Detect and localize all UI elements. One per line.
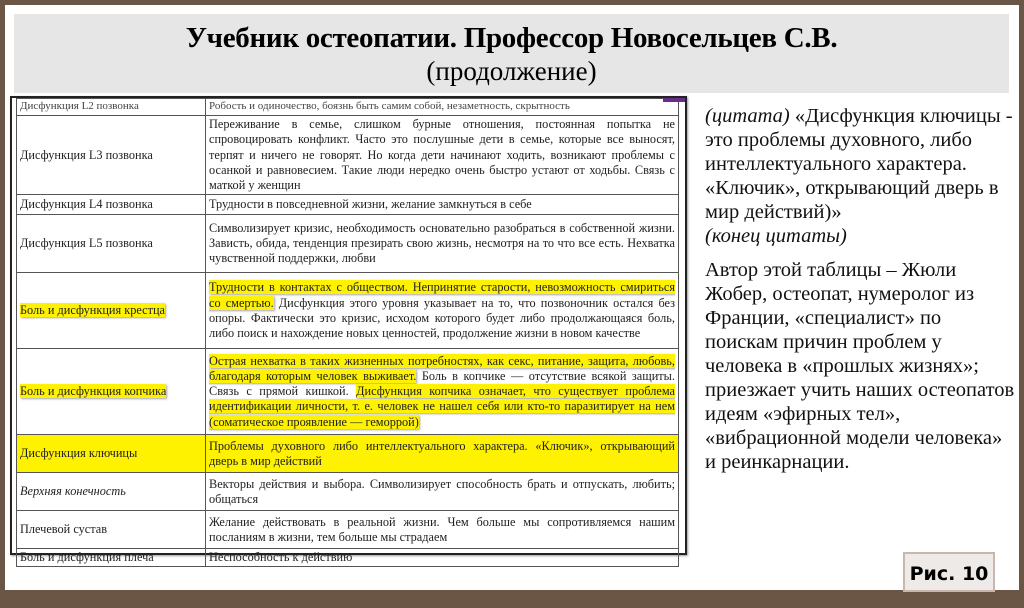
figure-label: Рис. 10 xyxy=(903,552,995,592)
table-screenshot xyxy=(10,96,687,565)
row-name: Дисфункция L3 позвонка xyxy=(17,116,206,195)
row-desc: Трудности в повседневной жизни, желание замкнуться в себе xyxy=(206,195,679,215)
row-desc: Робость и одиночество, боязнь быть самим собой, незаметность, скрытность xyxy=(206,99,679,116)
accent-bar xyxy=(663,98,685,102)
row-name: Дисфункция L5 позвонка xyxy=(17,215,206,273)
table-row xyxy=(17,473,679,511)
row-name: Боль и дисфункция копчика xyxy=(20,384,167,399)
slide-title: Учебник остеопатии. Профессор Новосельцев С.В. xyxy=(185,22,838,54)
row-name: Дисфункция ключицы xyxy=(17,435,206,473)
row-name: Плечевой сустав xyxy=(17,511,206,549)
table-row xyxy=(17,99,679,116)
slide-subtitle: (продолжение) xyxy=(426,56,597,86)
row-desc: Желание действовать в реальной жизни. Чем больше мы сопротивляемся нашим посланиям в жизни, тем больше мы страдаем xyxy=(206,511,679,549)
row-desc: Неспособность к действию xyxy=(206,549,679,567)
row-desc xyxy=(206,273,679,349)
author-paragraph: Автор этой таблицы – Жюли Жобер, остеопат, нумеролог из Франции, «специалист» по поискам причин проблем у человека в «прошлых жизнях»; приезжает учить наших остеопатов идеям «эфирных тел», «вибрационной модели человека» и реинкарнации. xyxy=(705,259,1015,473)
row-name-cell xyxy=(17,273,206,349)
quote-text: «Дисфункция ключицы - это проблемы духовного, либо интеллектуального характера. «Ключик», открывающий дверь в мир действий)» xyxy=(705,105,1013,223)
desc-plain: Дисфункция этого уровня указывает на то, что позвоночник остался без опоры. Фактически это кризис, исходом которого будет либо продолжающаяся боль, либо поиск и нахождение новых ценностей, продолжение жизни в новом качестве xyxy=(209,295,676,340)
desc-highlight: Дисфункция копчика означает, что существует проблема идентификации личности, т. е. человек не нашел себя или кто-то паразитирует на нем (соматическое проявление — геморрой) xyxy=(209,384,676,429)
row-name: Боль и дисфункция плеча xyxy=(17,549,206,567)
row-name: Верхняя конечность xyxy=(17,473,206,511)
row-desc: Переживание в семье, слишком бурные отношения, постоянная попытка не спровоцировать конфликт. Часто это послушные дети в семье, которые все выносят, терпят и ничего не говорят. Но когда дети начинают ходить, возникают проблемы с осанкой и равновесием. Такие люди нередко очень быстро устают от ходьбы. Связь с маткой у женщин xyxy=(206,116,679,195)
quote-close-tag: (конец цитаты) xyxy=(705,225,847,247)
row-name: Боль и дисфункция крестца xyxy=(20,303,165,318)
desc-highlight: Трудности в контактах с обществом. Непринятие старости, невозможность смириться со смертью. xyxy=(209,280,675,310)
row-desc: Символизирует кризис, необходимость основательно разобраться в собственной жизни. Зависть, обида, тенденция презирать свою жизнь, несмотря на то что все есть. Нехватка чувственной поддержки, любви xyxy=(206,215,679,273)
symptom-table xyxy=(16,98,679,567)
table-row xyxy=(17,273,679,349)
table-row-highlighted xyxy=(17,435,679,473)
table-row xyxy=(17,116,679,195)
row-desc: Проблемы духовного либо интеллектуального характера. «Ключик», открывающий дверь в мир действий xyxy=(206,435,679,473)
commentary xyxy=(705,104,1015,474)
desc-highlight: Острая нехватка в таких жизненных потребностях, как секс, питание, защита, любовь, благодаря которым человек выживает. xyxy=(209,353,675,383)
quote-open-tag: (цитата) xyxy=(705,105,790,127)
title-bar xyxy=(14,14,1009,93)
table-row xyxy=(17,349,679,435)
table-row xyxy=(17,215,679,273)
row-name-cell xyxy=(17,349,206,435)
table-row xyxy=(17,549,679,567)
desc-plain: Боль в копчике — отсутствие всякой защиты. Связь с прямой кишкой. xyxy=(209,368,675,399)
quote-paragraph xyxy=(705,104,1015,248)
table-row xyxy=(17,195,679,215)
table-row xyxy=(17,511,679,549)
row-name: Дисфункция L2 позвонка xyxy=(17,99,206,116)
row-desc: Векторы действия и выбора. Символизирует способность брать и отпускать, любить; общаться xyxy=(206,473,679,511)
row-desc xyxy=(206,349,679,435)
row-name: Дисфункция L4 позвонка xyxy=(17,195,206,215)
